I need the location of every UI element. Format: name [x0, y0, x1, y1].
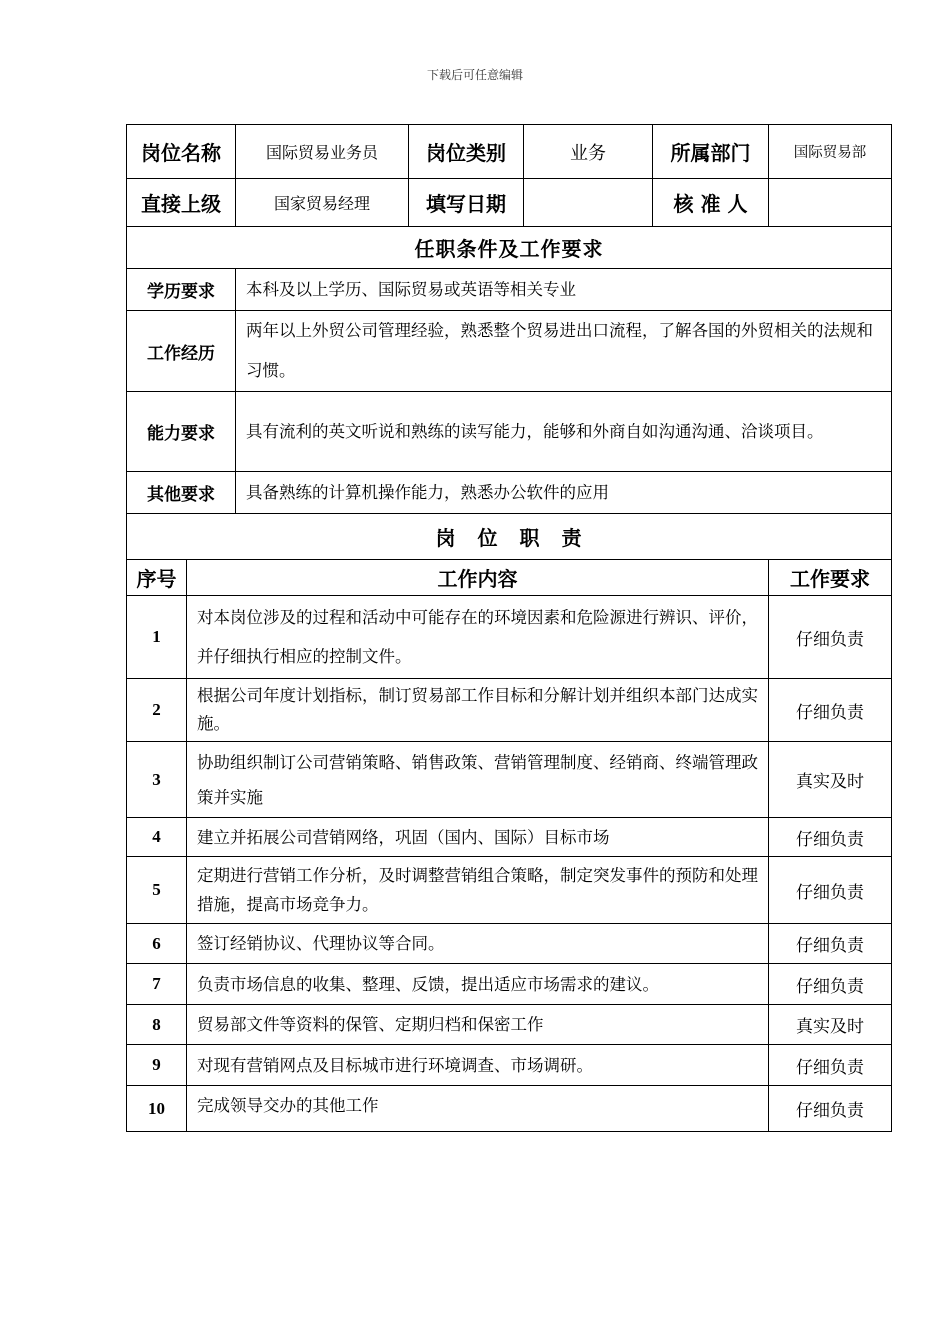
row-qualifications-title: [127, 227, 892, 269]
duty-row: [127, 679, 892, 742]
duty-requirement: 仔细负责: [769, 964, 892, 1005]
duties-title: 岗 位 职 责: [127, 514, 892, 560]
experience-label: 工作经历: [127, 311, 236, 392]
duty-content: 根据公司年度计划指标，制订贸易部工作目标和分解计划并组织本部门达成实施。: [187, 679, 769, 742]
supervisor-label: 直接上级: [127, 179, 236, 227]
duty-content: 对本岗位涉及的过程和活动中可能存在的环境因素和危险源进行辨识、评价，并仔细执行相应的控制文件。: [187, 596, 769, 679]
qualification-row: [127, 269, 892, 311]
position-type-label: 岗位类别: [409, 125, 524, 179]
duty-requirement: 仔细负责: [769, 679, 892, 742]
duty-content: 负责市场信息的收集、整理、反馈，提出适应市场需求的建议。: [187, 964, 769, 1005]
other-value: 具备熟练的计算机操作能力，熟悉办公软件的应用: [236, 472, 892, 514]
duty-content: 协助组织制订公司营销策略、销售政策、营销管理制度、经销商、终端管理政策并实施: [187, 742, 769, 818]
approver-value: [769, 179, 892, 227]
ability-label: 能力要求: [127, 392, 236, 472]
duty-no: 1: [127, 596, 187, 679]
duty-row: [127, 857, 892, 924]
duty-requirement: 真实及时: [769, 742, 892, 818]
ability-value: 具有流利的英文听说和熟练的读写能力，能够和外商自如沟通沟通、洽谈项目。: [236, 392, 892, 472]
qualifications-title: 任职条件及工作要求: [127, 227, 892, 269]
date-value: [524, 179, 653, 227]
duty-no: 10: [127, 1086, 187, 1132]
date-label: 填写日期: [409, 179, 524, 227]
duty-content: 贸易部文件等资料的保管、定期归档和保密工作: [187, 1005, 769, 1045]
duty-content: 对现有营销网点及目标城市进行环境调查、市场调研。: [187, 1045, 769, 1086]
page-header-note: 下载后可任意编辑: [426, 68, 523, 82]
qualification-row: [127, 311, 892, 392]
duty-no: 9: [127, 1045, 187, 1086]
duty-row: [127, 964, 892, 1005]
header-content: 工作内容: [187, 560, 769, 596]
department-value: 国际贸易部: [769, 125, 892, 179]
duty-row: [127, 818, 892, 857]
duty-requirement: 真实及时: [769, 1005, 892, 1045]
approver-label: 核 准 人: [653, 179, 769, 227]
experience-value: 两年以上外贸公司管理经验，熟悉整个贸易进出口流程，了解各国的外贸相关的法规和习惯。: [236, 311, 892, 392]
duty-no: 3: [127, 742, 187, 818]
duty-no: 6: [127, 924, 187, 964]
duty-content: 定期进行营销工作分析，及时调整营销组合策略，制定突发事件的预防和处理措施，提高市场竞争力。: [187, 857, 769, 924]
duty-content: 签订经销协议、代理协议等合同。: [187, 924, 769, 964]
duties-header-row: [127, 560, 892, 596]
duty-content: 完成领导交办的其他工作: [187, 1086, 769, 1132]
duty-no: 8: [127, 1005, 187, 1045]
duty-row: [127, 1005, 892, 1045]
row-duties-title: [127, 514, 892, 560]
duty-row: [127, 1045, 892, 1086]
job-description-table: [126, 124, 892, 1132]
duty-requirement: 仔细负责: [769, 857, 892, 924]
supervisor-value: 国家贸易经理: [236, 179, 409, 227]
education-value: 本科及以上学历、国际贸易或英语等相关专业: [236, 269, 892, 311]
duty-requirement: 仔细负责: [769, 1086, 892, 1132]
duty-row: [127, 924, 892, 964]
duty-no: 2: [127, 679, 187, 742]
duty-row: [127, 1086, 892, 1132]
qualification-row: [127, 472, 892, 514]
other-label: 其他要求: [127, 472, 236, 514]
header-no: 序号: [127, 560, 187, 596]
department-label: 所属部门: [653, 125, 769, 179]
duty-row: [127, 742, 892, 818]
duty-no: 5: [127, 857, 187, 924]
duty-content: 建立并拓展公司营销网络，巩固（国内、国际）目标市场: [187, 818, 769, 857]
duty-requirement: 仔细负责: [769, 596, 892, 679]
duty-requirement: 仔细负责: [769, 1045, 892, 1086]
duty-requirement: 仔细负责: [769, 818, 892, 857]
duty-no: 4: [127, 818, 187, 857]
education-label: 学历要求: [127, 269, 236, 311]
duty-row: [127, 596, 892, 679]
header-requirement: 工作要求: [769, 560, 892, 596]
position-type-value: 业务: [524, 125, 653, 179]
qualification-row: [127, 392, 892, 472]
position-name-value: 国际贸易业务员: [236, 125, 409, 179]
row-position: [127, 125, 892, 179]
row-supervisor: [127, 179, 892, 227]
duty-no: 7: [127, 964, 187, 1005]
position-name-label: 岗位名称: [127, 125, 236, 179]
duty-requirement: 仔细负责: [769, 924, 892, 964]
